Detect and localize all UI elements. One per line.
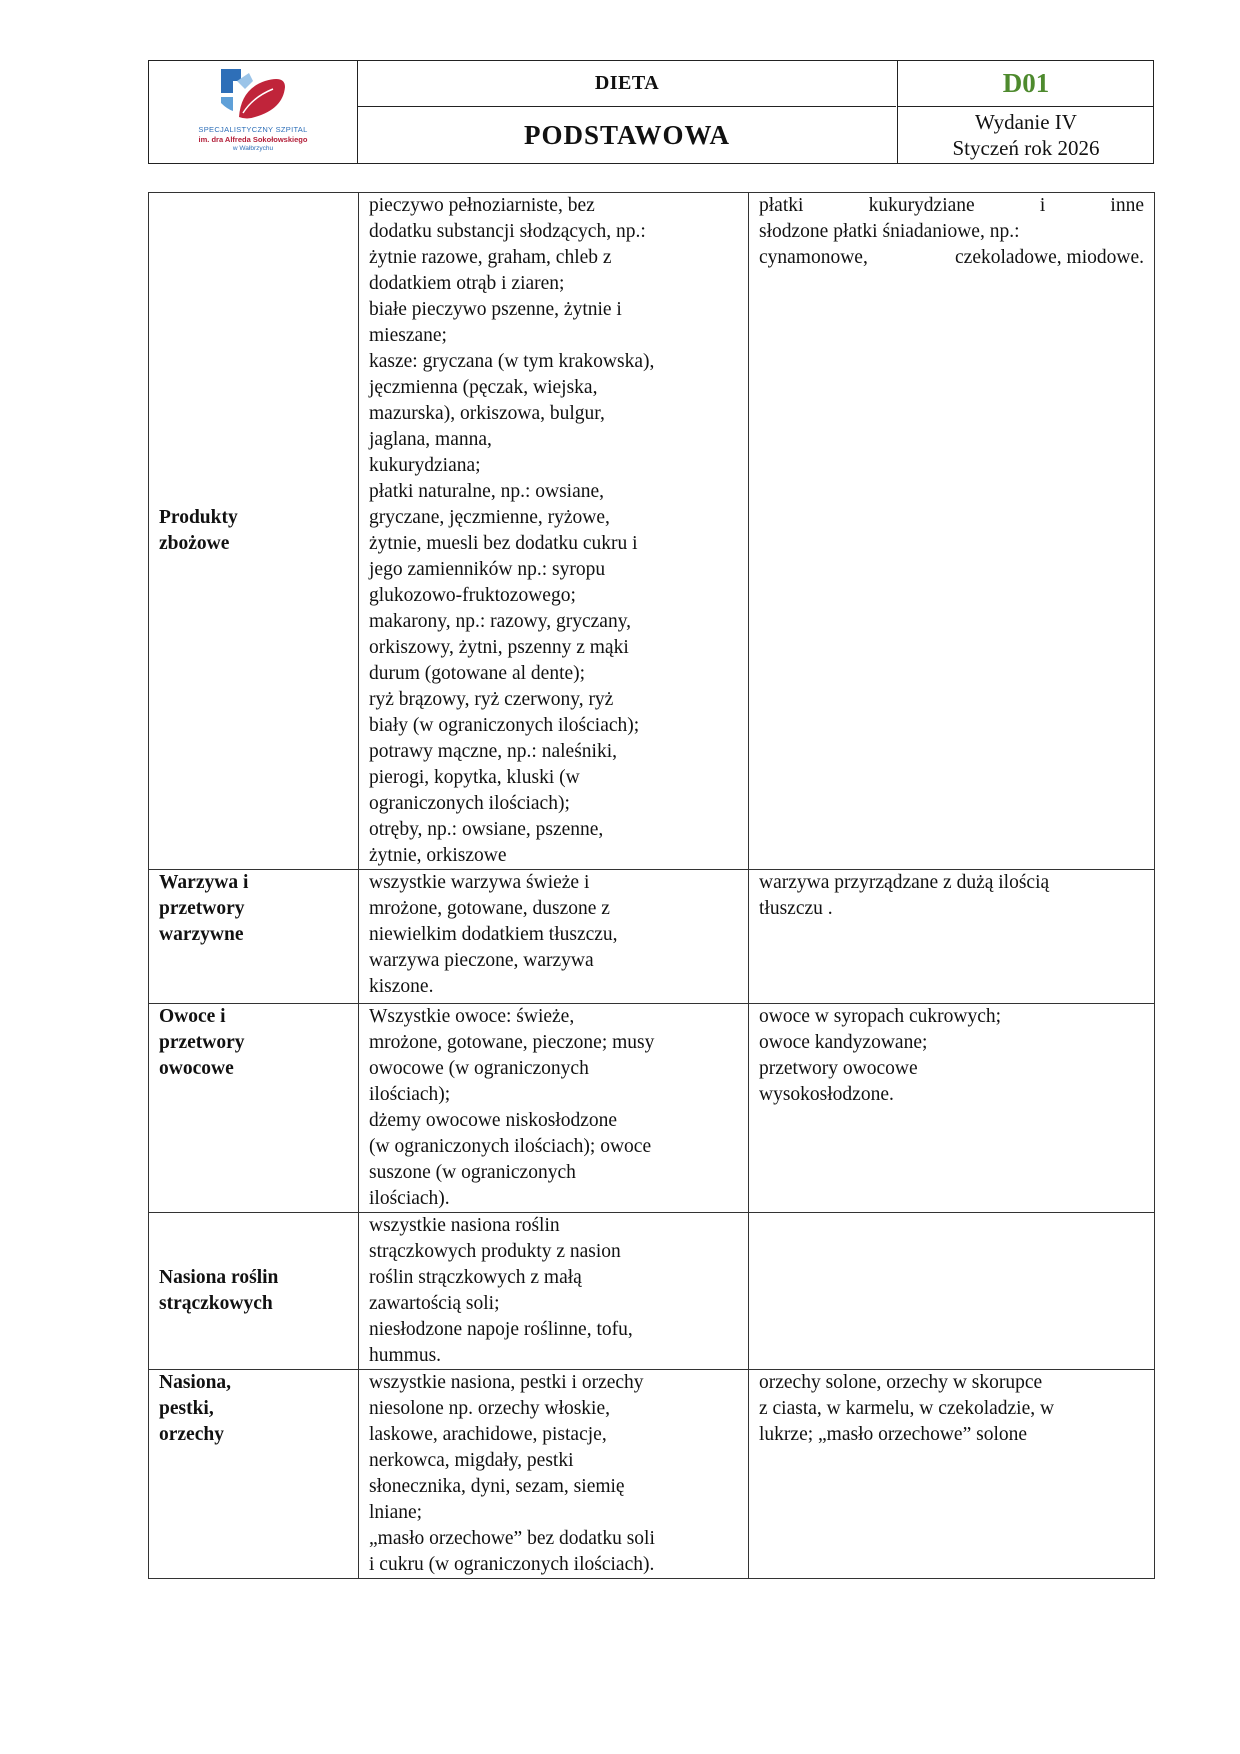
recommended-cell [359,1004,749,1213]
text-line: owocowe (w ograniczonych [369,1058,589,1079]
text-line: tłuszczu . [759,898,833,919]
word: i [1039,195,1046,216]
logo-line-2: im. dra Alfreda Sokołowskiego [198,135,308,144]
forbidden-cell [749,1004,1155,1213]
diet-code: D01 [898,61,1154,107]
text-line: słodzone płatki śniadaniowe, np.: [759,221,1020,242]
text-line: przetwory [159,898,245,919]
text-line: mrożone, gotowane, duszone z [369,898,610,919]
logo-line-1: SPECJALISTYCZNY SZPITAL [198,125,308,134]
text-line: Warzywa i [159,872,249,893]
text-line-justified [759,245,1144,271]
text-line: ograniczonych ilościach); [369,793,570,814]
edition-label: Wydanie IV [975,110,1077,134]
text-line: lukrze; „masło orzechowe” solone [759,1424,1028,1445]
text-line: warzywa przyrządzane z dużą ilością [759,872,1050,893]
text-line: zbożowe [159,533,230,554]
word: kukurydziane [868,195,975,216]
text-line: lniane; [369,1502,423,1523]
text-line: makarony, np.: razowy, gryczany, [369,611,632,632]
text-line: Owoce i [159,1006,226,1027]
text-line: orzechy solone, orzechy w skorupce [759,1372,1043,1393]
word: cynamonowe, [759,247,868,268]
text-line: orkiszowy, żytni, pszenny z mąki [369,637,629,658]
forbidden-cell [749,1370,1155,1579]
recommended-cell [359,1213,749,1370]
word: inne [1110,195,1144,216]
logo-line-3: w Wałbrzychu [232,145,274,152]
text-line: żytnie, muesli bez dodatku cukru i [369,533,638,554]
table-row [149,1213,1155,1370]
text-line: niesłodzone napoje roślinne, tofu, [369,1319,633,1340]
forbidden-cell [749,1213,1155,1370]
text-line: żytnie, orkiszowe [369,845,507,866]
text-line: pierogi, kopytka, kluski (w [369,767,580,788]
text-line: jęczmienna (pęczak, wiejska, [369,377,598,398]
hospital-logo [177,67,329,157]
document-header [148,60,1154,164]
text-line: dodatku substancji słodzących, np.: [369,221,646,242]
text-line: jaglana, manna, [369,429,492,450]
edition-date: Styczeń rok 2026 [952,136,1100,160]
text-line: Nasiona, [159,1372,232,1393]
text-line: hummus. [369,1345,442,1366]
forbidden-cell [749,193,1155,870]
text-line: białe pieczywo pszenne, żytnie i [369,299,622,320]
text-line: mieszane; [369,325,447,346]
text-line: niesolone np. orzechy włoskie, [369,1398,610,1419]
text-line: warzywne [159,924,244,945]
text-line: biały (w ograniczonych ilościach); [369,715,640,736]
text-line: glukozowo-fruktozowego; [369,585,576,606]
category-cell [149,870,359,1004]
text-line: i cukru (w ograniczonych ilościach). [369,1554,655,1575]
recommended-cell [359,193,749,870]
text-line: żytnie razowe, graham, chleb z [369,247,612,268]
edition-info [898,107,1154,163]
text-line: mrożone, gotowane, pieczone; musy [369,1032,655,1053]
text-line: wszystkie nasiona, pestki i orzechy [369,1372,644,1393]
text-line: kasze: gryczana (w tym krakowska), [369,351,655,372]
text-line: zawartością soli; [369,1293,500,1314]
text-line: otręby, np.: owsiane, pszenne, [369,819,604,840]
text-line: strączkowych produkty z nasion [369,1241,621,1262]
text-line: Wszystkie owoce: świeże, [369,1006,575,1027]
word: czekoladowe, miodowe. [955,247,1144,268]
text-line: Produkty [159,507,238,528]
text-line: mazurska), orkiszowa, bulgur, [369,403,605,424]
text-line: dodatkiem otrąb i ziaren; [369,273,565,294]
header-diet-name: PODSTAWOWA [523,119,731,150]
text-line: ilościach). [369,1188,450,1209]
text-line: kukurydziana; [369,455,481,476]
text-line: orzechy [159,1424,224,1445]
text-line: owoce w syropach cukrowych; [759,1006,1002,1027]
logo-cell [149,61,358,163]
text-line: laskowe, arachidowe, pistacje, [369,1424,607,1445]
text-line: wszystkie nasiona roślin [369,1215,560,1236]
category-cell [149,1004,359,1213]
hospital-logo-icon [219,67,287,123]
text-line: nerkowca, migdały, pestki [369,1450,574,1471]
forbidden-cell [749,870,1155,1004]
text-line: wszystkie warzywa świeże i [369,872,590,893]
text-line: Nasiona roślin [159,1267,279,1288]
table-row [149,1370,1155,1579]
text-line: durum (gotowane al dente); [369,663,586,684]
header-meta [897,61,1154,163]
word: płatki [759,195,804,216]
text-line: potrawy mączne, np.: naleśniki, [369,741,618,762]
text-line: strączkowych [159,1293,273,1314]
table-row [149,870,1155,1004]
category-cell [149,1370,359,1579]
text-line: kiszone. [369,976,434,997]
table-row [149,193,1155,870]
header-diet-label: DIETA [358,61,896,107]
text-line: owocowe [159,1058,234,1079]
text-line-justified [759,193,1144,219]
text-line: z ciasta, w karmelu, w czekoladzie, w [759,1398,1055,1419]
text-line: (w ograniczonych ilościach); owoce [369,1136,652,1157]
text-line: dżemy owocowe niskosłodzone [369,1110,618,1131]
text-line: wysokosłodzone. [759,1084,894,1105]
category-cell [149,193,359,870]
text-line: roślin strączkowych z małą [369,1267,582,1288]
text-line: słonecznika, dyni, sezam, siemię [369,1476,625,1497]
text-line: ilościach); [369,1084,451,1105]
text-line: przetwory owocowe [759,1058,918,1079]
text-line: warzywa pieczone, warzywa [369,950,594,971]
diet-table [148,192,1155,1579]
recommended-cell [359,870,749,1004]
text-line: owoce kandyzowane; [759,1032,928,1053]
text-line: „masło orzechowe” bez dodatku soli [369,1528,655,1549]
text-line: płatki naturalne, np.: owsiane, [369,481,605,502]
text-line: pieczywo pełnoziarniste, bez [369,195,595,216]
text-line: ryż brązowy, ryż czerwony, ryż [369,689,614,710]
category-cell [149,1213,359,1370]
text-line: niewielkim dodatkiem tłuszczu, [369,924,618,945]
text-line: gryczane, jęczmienne, ryżowe, [369,507,610,528]
text-line: suszone (w ograniczonych [369,1162,576,1183]
text-line: pestki, [159,1398,214,1419]
text-line: jego zamienników np.: syropu [369,559,606,580]
diet-table-body [149,193,1155,1579]
recommended-cell [359,1370,749,1579]
table-row [149,1004,1155,1213]
text-line: przetwory [159,1032,245,1053]
